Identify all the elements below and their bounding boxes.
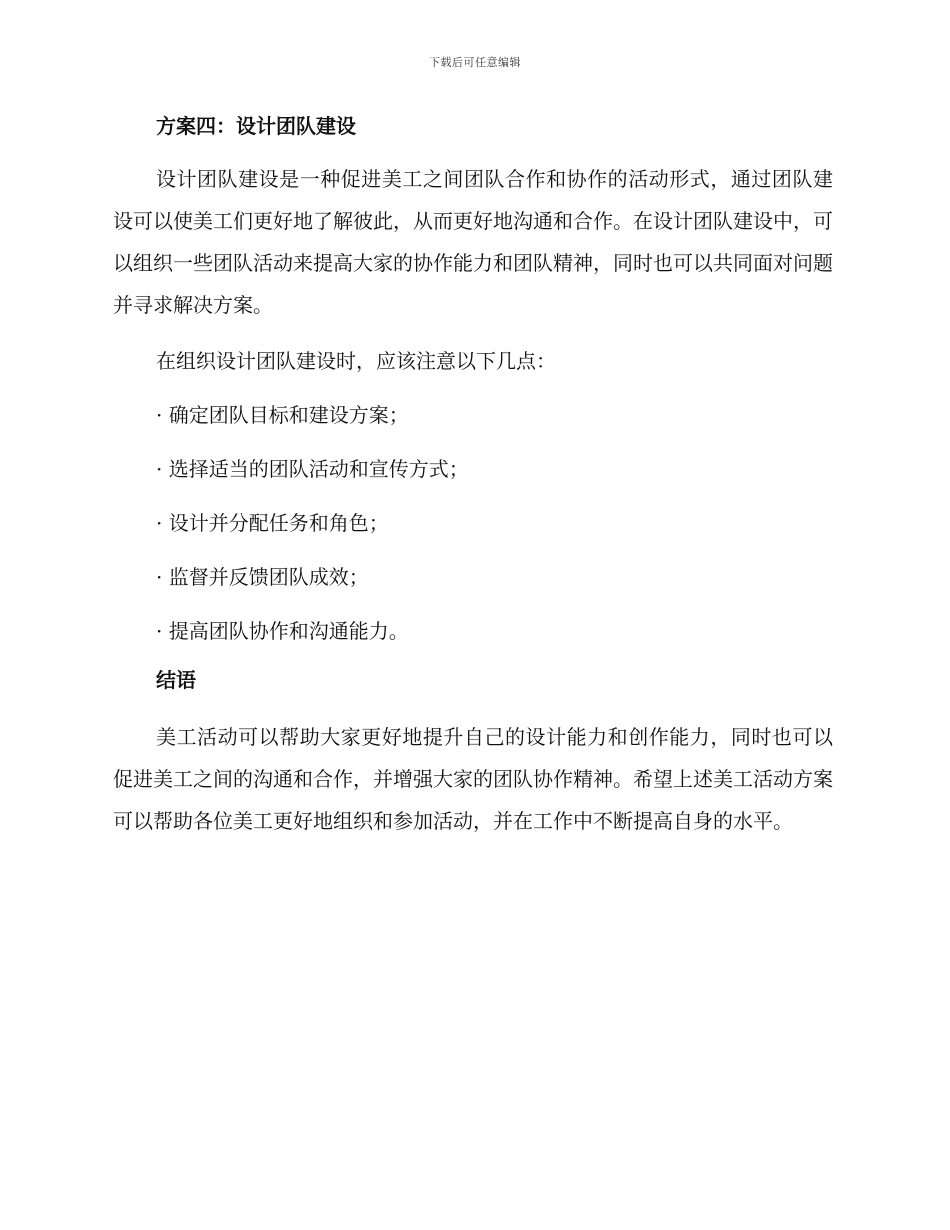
section-paragraph: 设计团队建设是一种促进美工之间团队合作和协作的活动形式，通过团队建设可以使美工们更好地了解彼此，从而更好地沟通和合作。在设计团队建设中，可以组织一些团队活动来提高大家的协作能力和团队精神，同时也可以共同面对问题并寻求解决方案。 xyxy=(113,167,833,317)
document-body xyxy=(113,110,833,842)
bullet-item: · 监督并反馈团队成效； xyxy=(156,565,369,589)
conclusion-paragraph: 美工活动可以帮助大家更好地提升自己的设计能力和创作能力，同时也可以促进美工之间的沟通和合作，并增强大家的团队协作精神。希望上述美工活动方案可以帮助各位美工更好地组织和参加活动，并在工作中不断提高自身的水平。 xyxy=(113,725,833,833)
conclusion-heading: 结语 xyxy=(156,668,196,692)
bullet-item: · 选择适当的团队活动和宣传方式； xyxy=(156,457,469,481)
page-header: 下载后可任意编辑 xyxy=(429,56,521,69)
bullet-item: · 提高团队协作和沟通能力。 xyxy=(156,619,409,643)
bullet-item: · 设计并分配任务和角色； xyxy=(156,511,389,535)
list-intro: 在组织设计团队建设时，应该注意以下几点： xyxy=(156,349,556,373)
bullet-list xyxy=(113,394,833,652)
bullet-item: · 确定团队目标和建设方案； xyxy=(156,403,409,427)
section-heading: 方案四：设计团队建设 xyxy=(156,114,356,138)
